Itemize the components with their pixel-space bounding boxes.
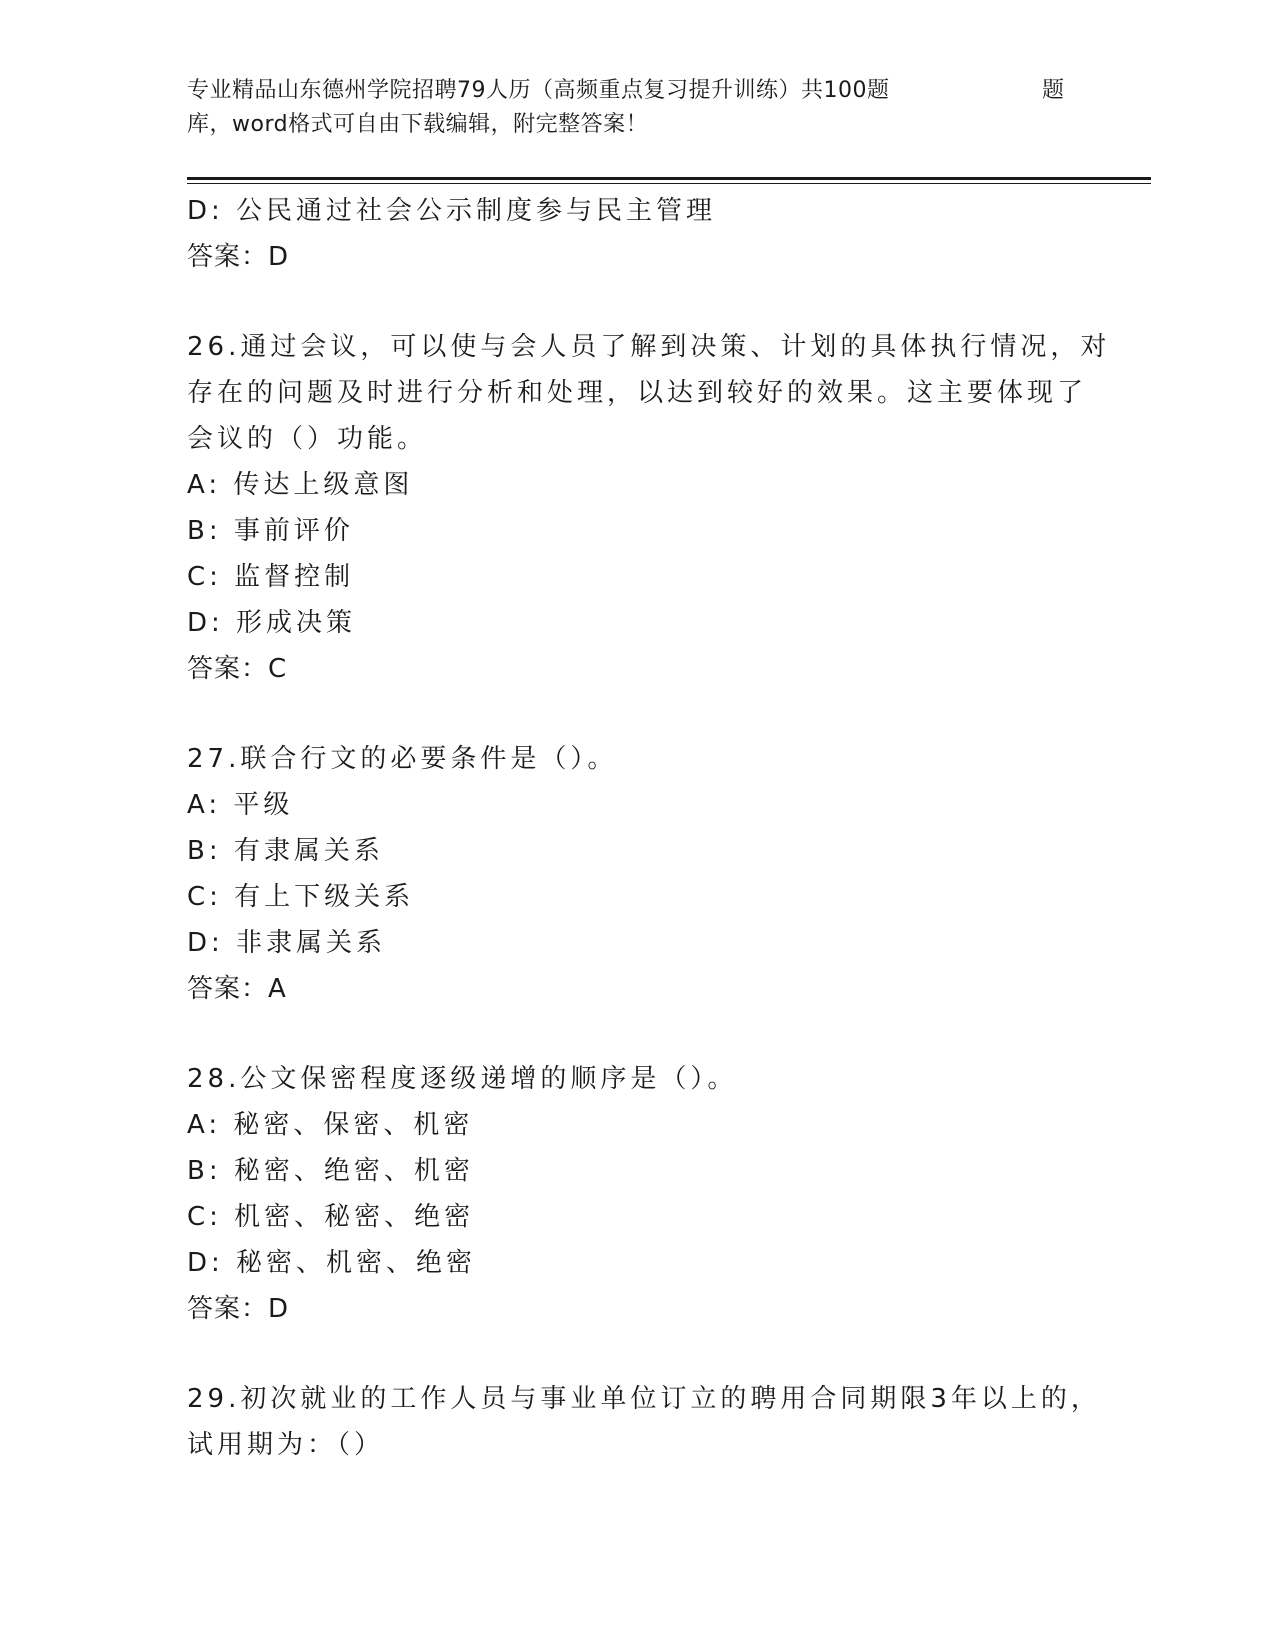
option-a: A: 秘密、保密、机密 (187, 1110, 474, 1140)
option-a: A: 平级 (187, 790, 294, 820)
option-b: B: 有隶属关系 (187, 836, 384, 866)
option-d: D: 秘密、机密、绝密 (187, 1248, 477, 1278)
header-divider-thick (187, 177, 1151, 180)
answer: 答案：D (187, 1294, 290, 1324)
document-header (187, 74, 1067, 142)
option-c: C: 机密、秘密、绝密 (187, 1202, 475, 1232)
previous-question-answer: 答案：D (187, 242, 290, 272)
question-stem-line: 27.联合行文的必要条件是（）。 (187, 744, 618, 774)
header-title: 专业精品山东德州学院招聘79人历（高频重点复习提升训练）共100题 (187, 78, 890, 103)
spacer (187, 280, 1087, 324)
option-c: C: 有上下级关系 (187, 882, 415, 912)
document-body (187, 188, 1111, 1468)
option-a: A: 传达上级意图 (187, 470, 414, 500)
answer: 答案：C (187, 654, 288, 684)
previous-question-option-d: D: 公民通过社会公示制度参与民主管理 (187, 196, 717, 226)
header-divider-thin (187, 183, 1151, 184)
question-stem-line: 29.初次就业的工作人员与事业单位订立的聘用合同期限3年以上的， (187, 1384, 1101, 1414)
option-d: D: 形成决策 (187, 608, 357, 638)
option-d: D: 非隶属关系 (187, 928, 387, 958)
header-line-2: 库，word格式可自由下载编辑，附完整答案！ (187, 112, 649, 137)
spacer (187, 692, 1087, 736)
question-26 (187, 324, 1111, 692)
option-b: B: 秘密、绝密、机密 (187, 1156, 474, 1186)
header-title-tail: 题 (1042, 78, 1065, 103)
question-stem-line: 试用期为：（） (187, 1430, 385, 1460)
option-b: B: 事前评价 (187, 516, 354, 546)
question-29 (187, 1376, 1101, 1468)
question-stem-line: 存在的问题及时进行分析和处理，以达到较好的效果。这主要体现了 (187, 378, 1088, 408)
question-27 (187, 736, 1087, 1012)
answer: 答案：A (187, 974, 287, 1004)
question-stem-line: 28.公文保密程度逐级递增的顺序是（）。 (187, 1064, 738, 1094)
spacer (187, 1332, 1087, 1376)
question-28 (187, 1056, 1087, 1332)
question-stem-line: 会议的（）功能。 (187, 424, 428, 454)
header-line-1 (187, 74, 1067, 108)
option-c: C: 监督控制 (187, 562, 355, 592)
spacer (187, 1012, 1087, 1056)
question-stem-line: 26.通过会议，可以使与会人员了解到决策、计划的具体执行情况，对 (187, 332, 1111, 362)
